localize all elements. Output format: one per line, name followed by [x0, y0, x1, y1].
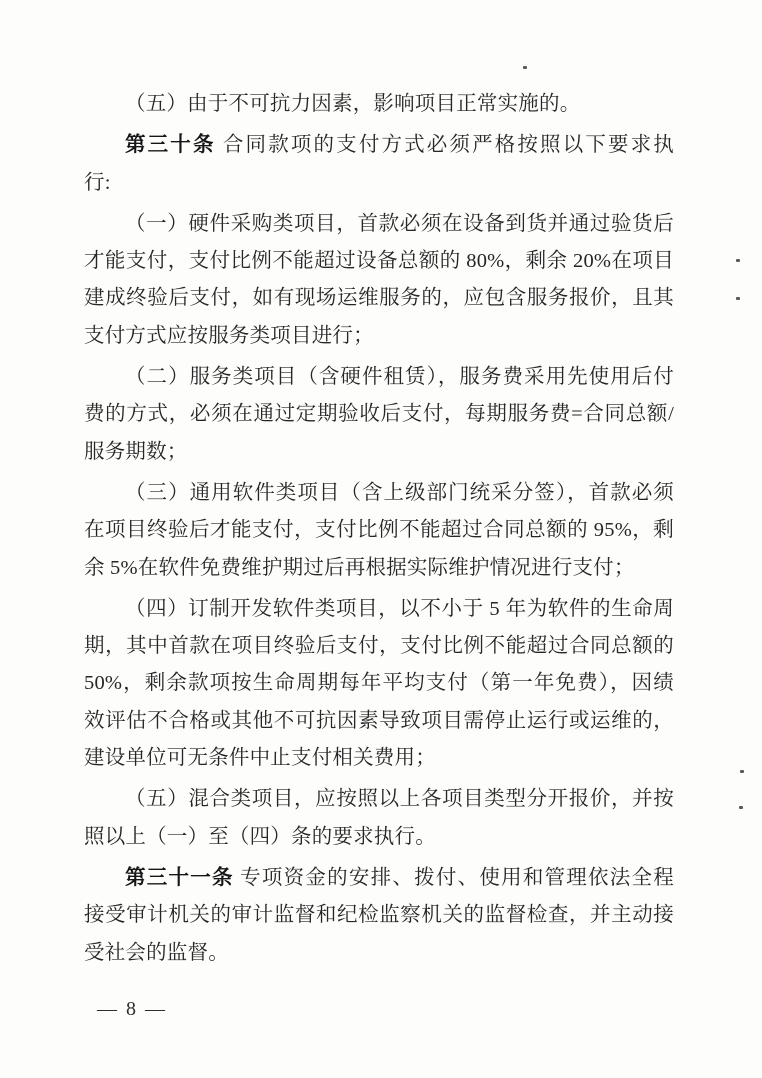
text-line	[84, 434, 674, 471]
text-line	[84, 897, 674, 934]
text-line	[84, 628, 674, 665]
text-segment: （三）通用软件类项目（含上级部门统采分签），首款必须	[125, 481, 674, 504]
text-segment: 才能支付，支付比例不能超过设备总额的 80%，剩余 20%在项目	[84, 250, 674, 273]
text-line	[84, 396, 674, 433]
scan-speck	[736, 259, 740, 262]
scan-speck	[740, 770, 744, 773]
text-segment: （五）由于不可抗力因素，影响项目正常实施的。	[125, 93, 581, 115]
text-segment: 建成终验后支付，如有现场运维服务的，应包含服务报价，且其	[84, 287, 674, 310]
text-line	[84, 512, 674, 549]
text-line	[84, 280, 674, 317]
text-segment: （一）硬件采购类项目，首款必须在设备到货并通过验货后	[125, 212, 674, 235]
text-line	[84, 127, 674, 164]
article-number: 第三十一条	[125, 866, 234, 889]
text-line	[84, 740, 674, 777]
page-number: — 8 —	[97, 998, 167, 1020]
text-line	[84, 781, 674, 818]
text-segment: 余 5%在软件免费维护期过后再根据实际维护情况进行支付；	[84, 556, 635, 579]
text-segment: （二）服务类项目（含硬件租赁），服务费采用先使用后付	[125, 366, 674, 389]
text-line	[84, 475, 674, 512]
text-line	[84, 860, 674, 897]
text-segment: （五）混合类项目，应按照以上各项目类型分开报价，并按	[125, 788, 674, 811]
text-line	[84, 318, 674, 355]
scan-speck	[739, 806, 743, 809]
document-body	[84, 86, 674, 972]
text-segment: 照以上（一）至（四）条的要求执行。	[84, 825, 436, 848]
article-number: 第三十条	[125, 134, 216, 157]
scan-speck	[736, 297, 740, 300]
scan-speck	[523, 66, 527, 69]
text-segment: 接受审计机关的审计监督和纪检监察机关的监督检查，并主动接	[84, 904, 674, 927]
text-segment: 效评估不合格或其他不可抗因素导致项目需停止运行或运维的，	[84, 709, 674, 732]
text-line	[84, 550, 674, 587]
text-segment: 支付方式应按服务类项目进行；	[84, 324, 374, 347]
text-line	[84, 591, 674, 628]
text-segment: 服务期数；	[84, 440, 188, 463]
text-line	[84, 819, 674, 856]
text-line	[84, 703, 674, 740]
text-segment: 期，其中首款在项目终验后支付，支付比例不能超过合同总额的	[84, 635, 674, 658]
text-segment: 行:	[84, 171, 111, 194]
text-line	[84, 359, 674, 396]
text-segment: （四）订制开发软件类项目，以不小于 5 年为软件的生命周	[125, 597, 674, 620]
text-segment: 在项目终验后才能支付，支付比例不能超过合同总额的 95%，剩	[84, 519, 674, 542]
text-segment: 50%，剩余款项按生命周期每年平均支付（第一年免费），因绩	[84, 672, 674, 695]
text-line	[84, 243, 674, 280]
text-line	[84, 206, 674, 243]
text-line	[84, 86, 674, 123]
text-line	[84, 665, 674, 702]
text-segment: 建设单位可无条件中止支付相关费用；	[84, 747, 436, 770]
text-segment: 费的方式，必须在通过定期验收后支付，每期服务费=合同总额/	[84, 403, 674, 426]
text-line	[84, 165, 674, 202]
text-line	[84, 935, 674, 972]
text-segment: 专项资金的安排、拨付、使用和管理依法全程	[233, 866, 674, 889]
text-segment: 合同款项的支付方式必须严格按照以下要求执	[215, 134, 674, 157]
text-segment: 受社会的监督。	[84, 941, 229, 964]
